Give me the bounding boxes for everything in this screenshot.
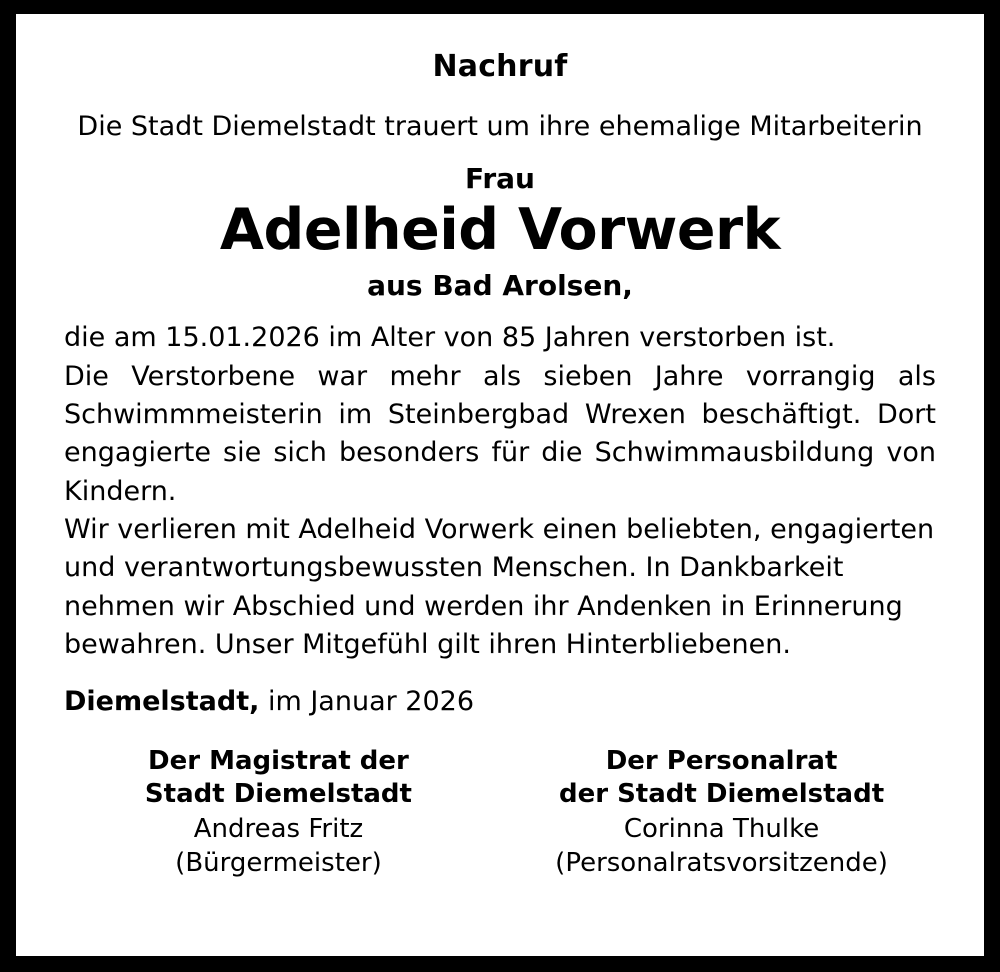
signature-magistrat <box>82 745 475 881</box>
signature-title-line-2: Stadt Diemelstadt <box>144 779 412 810</box>
death-line: die am 15.01.2026 im Alter von 85 Jahren verstorben ist. <box>64 322 836 354</box>
signature-title-line-1: Der Personalrat <box>605 745 838 776</box>
signature-title-line-2: der Stadt Diemelstadt <box>558 779 885 810</box>
date-label: im Januar 2026 <box>259 686 475 718</box>
obituary-card <box>16 14 984 956</box>
deceased-origin: aus Bad Arolsen, <box>367 268 633 302</box>
body-paragraph-2: Wir verlieren mit Adelheid Vorwerk einen beliebten, engagierten und verantwortungsbewussten Menschen. In Dankbarkeit nehmen wir Abschied und werden ihr Andenken in Erinnerung bewahren. Unser Mitgefühl gilt ihren Hinterbliebenen. <box>64 514 935 661</box>
place-label: Diemelstadt, <box>64 686 260 718</box>
page-title: Nachruf <box>432 49 568 84</box>
place-and-date <box>64 686 936 718</box>
signature-title-line-1: Der Magistrat der <box>148 745 409 776</box>
intro-text: Die Stadt Diemelstadt trauert um ihre ehemalige Mitarbeiterin <box>77 111 923 142</box>
obituary-body <box>64 319 936 664</box>
body-paragraph-1: Die Verstorbene war mehr als sieben Jahre vorrangig als Schwimmmeisterin im Steinbergbad Wrexen beschäftigt. Dort engagierte sie sich besonders für die Schwimmausbildung von Kindern. <box>64 360 936 507</box>
salutation-text: Frau <box>465 162 535 196</box>
signature-block <box>64 745 936 881</box>
signature-role: (Bürgermeister) <box>175 848 382 879</box>
deceased-name: Adelheid Vorwerk <box>219 196 781 263</box>
signature-role: (Personalratsvorsitzende) <box>555 848 888 879</box>
signature-personalrat <box>525 745 918 881</box>
signature-person: Corinna Thulke <box>623 814 820 845</box>
signature-person: Andreas Fritz <box>193 814 364 845</box>
